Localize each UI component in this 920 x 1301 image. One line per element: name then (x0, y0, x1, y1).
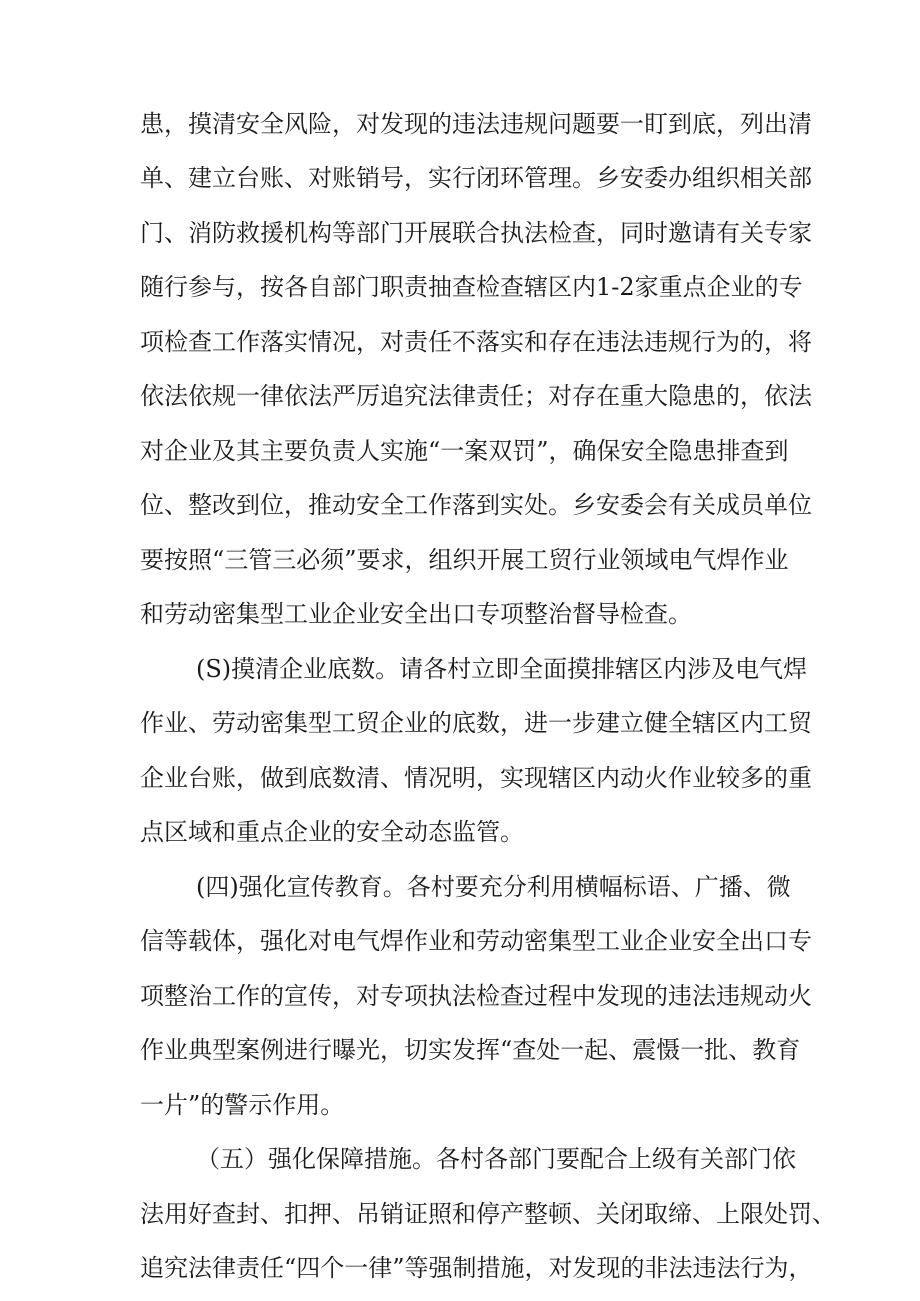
text-line: 项检查工作落实情况，对责任不落实和存在违法违规行为的，将 (140, 328, 812, 356)
text-line: 信等载体，强化对电气焊作业和劳动密集型工业企业安全出口专 (140, 927, 812, 955)
paragraph-first-line: （五）强化保障措施。各村各部门要配合上级有关部门依 (196, 1145, 796, 1173)
text-line: 追究法律责任“四个一律”等强制措施，对发现的非法违法行为， (140, 1254, 813, 1282)
text-line: 法用好查封、扣押、吊销证照和停产整顿、关闭取缔、上限处罚、 (140, 1200, 836, 1228)
paragraph-last-line: 和劳动密集型工业企业安全出口专项整治督导检查。 (140, 600, 692, 628)
text-line: 要按照“三管三必须”要求，组织开展工贸行业领域电气焊作业 (140, 546, 789, 574)
text-line: 患，摸清安全风险，对发现的违法违规问题要一盯到底，列出清 (140, 110, 812, 138)
paragraph-first-line: (四)强化宣传教育。各村要充分利用横幅标语、广播、微 (196, 873, 791, 901)
text-line: 项整治工作的宣传，对专项执法检查过程中发现的违法违规动火 (140, 982, 812, 1010)
paragraph-first-line: (S)摸清企业底数。请各村立即全面摸排辖区内涉及电气焊 (196, 655, 808, 683)
text-line: 对企业及其主要负责人实施“一案双罚”，确保安全隐患排查到 (140, 437, 789, 465)
paragraph-last-line: 点区域和重点企业的安全动态监管。 (140, 818, 524, 846)
text-line: 作业典型案例进行曝光，切实发挥“查处一起、震慑一批、教育 (140, 1036, 801, 1064)
text-line: 随行参与，按各自部门职责抽查检查辖区内1-2家重点企业的专 (140, 273, 803, 301)
text-line: 位、整改到位，推动安全工作落到实处。乡安委会有关成员单位 (140, 491, 812, 519)
text-line: 作业、劳动密集型工贸企业的底数，进一步建立健全辖区内工贸 (140, 709, 812, 737)
text-line: 单、建立台账、对账销号，实行闭环管理。乡安委办组织相关部 (140, 164, 812, 192)
paragraph-last-line: 一片”的警示作用。 (140, 1091, 345, 1119)
text-line: 企业台账，做到底数清、情况明，实现辖区内动火作业较多的重 (140, 764, 812, 792)
text-line: 门、消防救援机构等部门开展联合执法检查，同时邀请有关专家 (140, 219, 812, 247)
text-line: 依法依规一律依法严厉追究法律责任；对存在重大隐患的，依法 (140, 382, 812, 410)
